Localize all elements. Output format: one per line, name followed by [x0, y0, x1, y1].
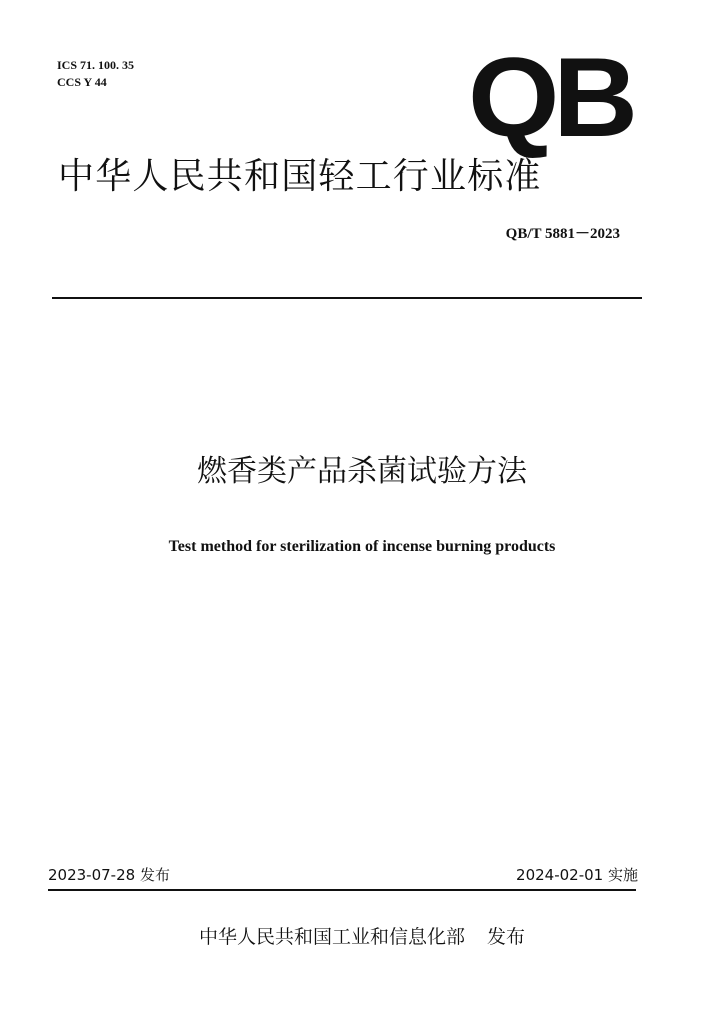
- document-title-en: Test method for sterilization of incense burning products: [168, 538, 556, 555]
- issuer-action: 发布: [487, 926, 526, 948]
- document-title-cn: 燃香类产品杀菌试验方法: [197, 454, 527, 489]
- standard-code: QB/T 5881－2023: [505, 226, 620, 242]
- classification-codes: [57, 57, 134, 91]
- issuer-line: [0, 922, 724, 949]
- issue-date: 2023-07-28 发布: [48, 866, 170, 884]
- ics-code: ICS 71. 100. 35: [57, 58, 135, 72]
- implement-date: 2024-02-01 实施: [516, 866, 638, 884]
- qb-logo: QB: [468, 35, 632, 160]
- standard-category-title: 中华人民共和国轻工行业标准: [58, 156, 542, 197]
- header-divider: [52, 297, 642, 299]
- issuer-name: 中华人民共和国工业和信息化部: [198, 926, 465, 948]
- ccs-code: CCS Y 44: [57, 75, 107, 89]
- footer-divider: [48, 889, 636, 891]
